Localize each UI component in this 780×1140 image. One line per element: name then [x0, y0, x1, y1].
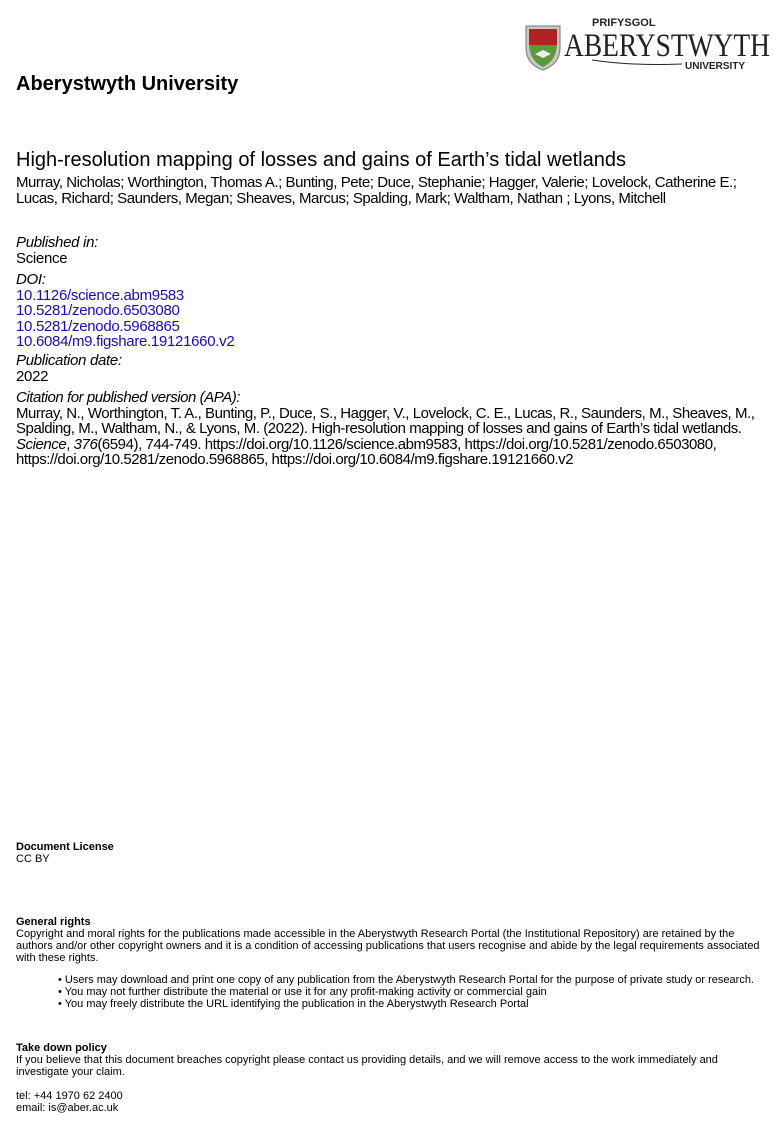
rights-text: Copyright and moral rights for the publications made accessible in the Aberystwyth Research Portal (the Institutional Repository) are retained by the authors and/or other copyright owners and it is a condition of accessing publications that users recognise and abide by the legal requirements associated with these rights.	[16, 928, 760, 964]
institution-name: Aberystwyth University	[16, 73, 239, 95]
citation-section	[16, 390, 766, 468]
rights-bullet: • You may not further distribute the material or use it for any profit-making activity or commercial gain	[58, 986, 547, 998]
takedown-section	[16, 1042, 766, 1078]
rights-heading: General rights	[16, 916, 91, 928]
paper-authors: Murray, Nicholas; Worthington, Thomas A.; Bunting, Pete; Duce, Stephanie; Hagger, Valerie; Lovelock, Catherine E.; Lucas, Richard; Saunders, Megan; Sheaves, Marcus; Spalding, Mark; Waltham, Nathan ; Lyons, Mitchell	[16, 174, 737, 207]
doi-link[interactable]: 10.1126/science.abm9583	[16, 286, 184, 304]
published-in-section	[16, 235, 98, 266]
university-logo	[522, 14, 772, 72]
published-in-label: Published in:	[16, 234, 98, 251]
contact-tel: tel: +44 1970 62 2400	[16, 1090, 123, 1102]
citation-volume: 376	[73, 435, 98, 453]
citation-text	[16, 406, 766, 468]
license-section	[16, 841, 114, 865]
doi-section	[16, 272, 234, 350]
citation-label: Citation for published version (APA):	[16, 389, 241, 406]
takedown-heading: Take down policy	[16, 1042, 107, 1054]
license-heading: Document License	[16, 841, 114, 853]
publication-date: 2022	[16, 367, 49, 385]
citation-journal: Science	[16, 435, 67, 453]
license-value: CC BY	[16, 853, 50, 865]
svg-text:ABERYSTWYTH: ABERYSTWYTH	[564, 28, 770, 64]
citation-links: (6594), 744-749. https://doi.org/10.1126/science.abm9583, https://doi.org/10.5281/zenodo.6503080, https://doi.org/10.5281/zenodo.5968865, https://doi.org/10.6084/m9.figshare.19121660.v2	[16, 435, 717, 468]
citation-separator: ,	[66, 435, 74, 453]
contact-email[interactable]: email: is@aber.ac.uk	[16, 1102, 119, 1114]
journal-name: Science	[16, 249, 68, 267]
general-rights-section	[16, 916, 766, 1010]
rights-bullet: • Users may download and print one copy of any publication from the Aberystwyth Research Portal for the purpose of private study or research.	[58, 974, 754, 986]
publication-date-label: Publication date:	[16, 352, 122, 369]
takedown-text: If you believe that this document breaches copyright please contact us providing details, and we will remove access to the work immediately and investigate your claim.	[16, 1054, 718, 1078]
doi-link[interactable]: 10.6084/m9.figshare.19121660.v2	[16, 333, 235, 350]
svg-text:PRIFYSGOL: PRIFYSGOL	[592, 17, 656, 29]
publication-date-section	[16, 353, 122, 384]
doi-label: DOI:	[16, 271, 46, 288]
svg-text:UNIVERSITY: UNIVERSITY	[685, 61, 746, 72]
rights-bullet: • You may freely distribute the URL identifying the publication in the Aberystwyth Research Portal	[58, 998, 529, 1010]
paper-title: High-resolution mapping of losses and gains of Earth’s tidal wetlands	[16, 149, 626, 171]
citation-body: Murray, N., Worthington, T. A., Bunting, P., Duce, S., Hagger, V., Lovelock, C. E., Lucas, R., Saunders, M., Sheaves, M., Spalding, M., Waltham, N., & Lyons, M. (2022). High-resolution mapping of losses and gains of Earth’s tidal wetlands.	[16, 404, 755, 437]
contact-section	[16, 1090, 123, 1114]
doi-link[interactable]: 10.5281/zenodo.5968865	[16, 317, 180, 335]
doi-link[interactable]: 10.5281/zenodo.6503080	[16, 302, 180, 319]
crest-icon	[522, 14, 772, 72]
